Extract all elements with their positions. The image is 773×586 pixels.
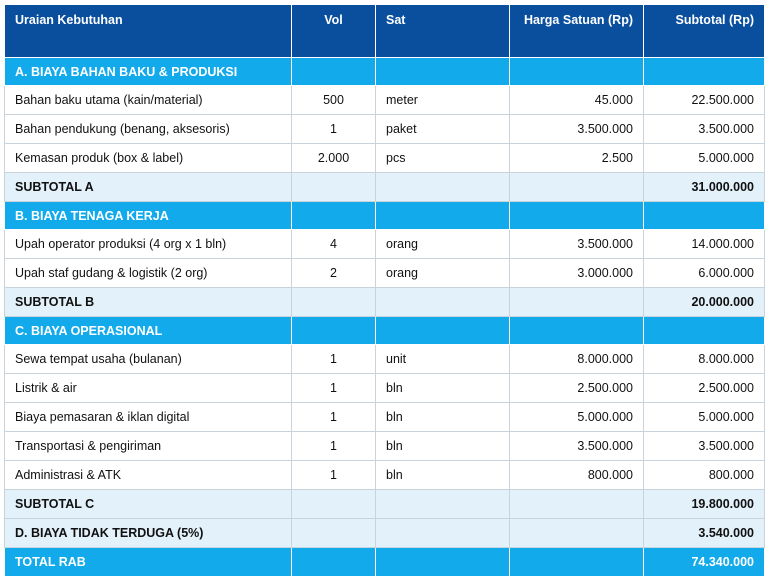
cell-empty — [376, 490, 510, 519]
cell-vol: 2.000 — [292, 144, 376, 173]
table-row — [5, 403, 765, 432]
cell-empty — [510, 317, 644, 345]
cell-uraian: Administrasi & ATK — [5, 461, 292, 490]
cell-empty — [292, 317, 376, 345]
cell-sat: meter — [376, 86, 510, 115]
subtotal-label: D. BIAYA TIDAK TERDUGA (5%) — [5, 519, 292, 548]
cell-vol: 500 — [292, 86, 376, 115]
cell-harga-satuan: 3.500.000 — [510, 230, 644, 259]
cell-uraian: Upah staf gudang & logistik (2 org) — [5, 259, 292, 288]
section-row — [5, 202, 765, 230]
table-row — [5, 432, 765, 461]
cell-sat: unit — [376, 345, 510, 374]
subtotal-row — [5, 173, 765, 202]
cell-empty — [292, 173, 376, 202]
header-harga-satuan: Harga Satuan (Rp) — [510, 5, 644, 58]
cell-empty — [510, 519, 644, 548]
header-uraian: Uraian Kebutuhan — [5, 5, 292, 58]
total-value: 74.340.000 — [644, 548, 765, 577]
table-header — [5, 5, 765, 58]
cell-empty — [292, 490, 376, 519]
subtotal-value: 20.000.000 — [644, 288, 765, 317]
cell-sat: paket — [376, 115, 510, 144]
table-row — [5, 461, 765, 490]
cell-empty — [376, 288, 510, 317]
cell-sat: orang — [376, 259, 510, 288]
cell-uraian: Kemasan produk (box & label) — [5, 144, 292, 173]
cell-uraian: Transportasi & pengiriman — [5, 432, 292, 461]
cell-vol: 1 — [292, 432, 376, 461]
cell-empty — [292, 548, 376, 577]
cell-subtotal: 5.000.000 — [644, 403, 765, 432]
cell-subtotal: 6.000.000 — [644, 259, 765, 288]
cell-harga-satuan: 45.000 — [510, 86, 644, 115]
cell-empty — [376, 317, 510, 345]
cell-vol: 2 — [292, 259, 376, 288]
cell-sat: bln — [376, 374, 510, 403]
cell-empty — [510, 58, 644, 86]
cell-subtotal: 22.500.000 — [644, 86, 765, 115]
cell-subtotal: 3.500.000 — [644, 432, 765, 461]
section-row — [5, 317, 765, 345]
header-row — [5, 5, 765, 58]
cell-sat: bln — [376, 403, 510, 432]
cell-empty — [376, 58, 510, 86]
table-row — [5, 259, 765, 288]
cell-harga-satuan: 8.000.000 — [510, 345, 644, 374]
table-row — [5, 374, 765, 403]
cell-empty — [376, 548, 510, 577]
subtotal-value: 19.800.000 — [644, 490, 765, 519]
table-row — [5, 115, 765, 144]
cell-subtotal: 3.500.000 — [644, 115, 765, 144]
table-row — [5, 345, 765, 374]
cell-vol: 1 — [292, 403, 376, 432]
total-label: TOTAL RAB — [5, 548, 292, 577]
cell-harga-satuan: 3.500.000 — [510, 432, 644, 461]
cell-sat: bln — [376, 432, 510, 461]
section-label: A. BIAYA BAHAN BAKU & PRODUKSI — [5, 58, 292, 86]
cell-empty — [376, 173, 510, 202]
table-body — [5, 58, 765, 577]
cell-empty — [292, 519, 376, 548]
cell-harga-satuan: 5.000.000 — [510, 403, 644, 432]
cell-empty — [510, 490, 644, 519]
subtotal-label: SUBTOTAL B — [5, 288, 292, 317]
subtotal-value: 31.000.000 — [644, 173, 765, 202]
cell-vol: 1 — [292, 374, 376, 403]
cell-uraian: Biaya pemasaran & iklan digital — [5, 403, 292, 432]
cell-sat: orang — [376, 230, 510, 259]
subtotal-label: SUBTOTAL C — [5, 490, 292, 519]
cell-subtotal: 14.000.000 — [644, 230, 765, 259]
cell-uraian: Listrik & air — [5, 374, 292, 403]
cell-empty — [292, 58, 376, 86]
cell-uraian: Sewa tempat usaha (bulanan) — [5, 345, 292, 374]
cell-uraian: Bahan baku utama (kain/material) — [5, 86, 292, 115]
cell-vol: 1 — [292, 345, 376, 374]
cell-vol: 1 — [292, 461, 376, 490]
cell-sat: bln — [376, 461, 510, 490]
header-sat: Sat — [376, 5, 510, 58]
cell-empty — [644, 202, 765, 230]
cell-harga-satuan: 800.000 — [510, 461, 644, 490]
cell-sat: pcs — [376, 144, 510, 173]
subtotal-row — [5, 288, 765, 317]
section-label: B. BIAYA TENAGA KERJA — [5, 202, 292, 230]
cell-subtotal: 2.500.000 — [644, 374, 765, 403]
subtotal-label: SUBTOTAL A — [5, 173, 292, 202]
cell-empty — [510, 173, 644, 202]
rab-table — [4, 4, 765, 577]
cell-empty — [376, 202, 510, 230]
table-row — [5, 86, 765, 115]
subtotal-row — [5, 519, 765, 548]
section-label: C. BIAYA OPERASIONAL — [5, 317, 292, 345]
cell-vol: 1 — [292, 115, 376, 144]
header-vol: Vol — [292, 5, 376, 58]
cell-harga-satuan: 3.500.000 — [510, 115, 644, 144]
cell-uraian: Bahan pendukung (benang, aksesoris) — [5, 115, 292, 144]
cell-empty — [510, 548, 644, 577]
cell-harga-satuan: 2.500.000 — [510, 374, 644, 403]
subtotal-value: 3.540.000 — [644, 519, 765, 548]
cell-empty — [376, 519, 510, 548]
cell-subtotal: 800.000 — [644, 461, 765, 490]
total-row — [5, 548, 765, 577]
table-row — [5, 230, 765, 259]
cell-empty — [644, 58, 765, 86]
table-row — [5, 144, 765, 173]
header-subtotal: Subtotal (Rp) — [644, 5, 765, 58]
cell-vol: 4 — [292, 230, 376, 259]
cell-uraian: Upah operator produksi (4 org x 1 bln) — [5, 230, 292, 259]
cell-empty — [510, 288, 644, 317]
cell-subtotal: 5.000.000 — [644, 144, 765, 173]
cell-empty — [292, 202, 376, 230]
cell-harga-satuan: 2.500 — [510, 144, 644, 173]
cell-empty — [510, 202, 644, 230]
cell-harga-satuan: 3.000.000 — [510, 259, 644, 288]
cell-empty — [292, 288, 376, 317]
cell-empty — [644, 317, 765, 345]
section-row — [5, 58, 765, 86]
subtotal-row — [5, 490, 765, 519]
cell-subtotal: 8.000.000 — [644, 345, 765, 374]
